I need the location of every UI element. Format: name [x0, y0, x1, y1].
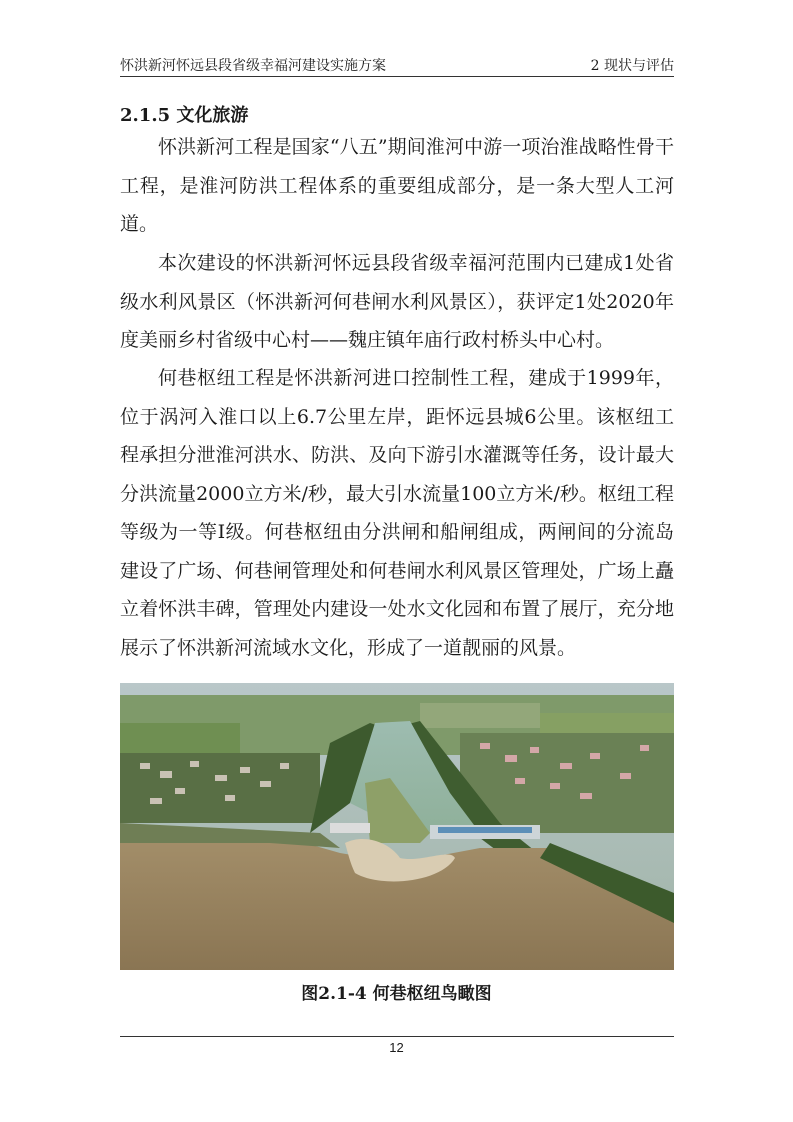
header-divider — [120, 76, 674, 77]
body-paragraph-1: 怀洪新河工程是国家“八五”期间淮河中游一项治淮战略性骨干工程，是淮河防洪工程体系的重要组成部分，是一条大型人工河道。 — [120, 136, 674, 235]
header-document-title: 怀洪新河怀远县段省级幸福河建设实施方案 — [120, 58, 386, 74]
page-number: 12 — [389, 1040, 404, 1055]
body-paragraph-2: 本次建设的怀洪新河怀远县段省级幸福河范围内已建成1处省级水利风景区（怀洪新河何巷闸水利风景区），获评定1处2020年度美丽乡村省级中心村——魏庄镇年庙行政村桥头中心村。 — [120, 252, 674, 351]
figure-caption: 图2.1-4 何巷枢纽鸟瞰图 — [301, 984, 492, 1004]
footer-divider — [120, 1036, 674, 1037]
aerial-photo — [120, 683, 674, 970]
section-heading: 2.1.5 文化旅游 — [120, 105, 249, 126]
running-header — [120, 56, 674, 76]
body-paragraph-3: 何巷枢纽工程是怀洪新河进口控制性工程，建成于1999年，位于涡河入淮口以上6.7公里左岸，距怀远县城6公里。该枢纽工程承担分泄淮河洪水、防洪、及向下游引水灌溉等任务，设计最大分洪流量2000立方米/秒，最大引水流量100立方米/秒。枢纽工程等级为一等I级。何巷枢纽由分洪闸和船闸组成，两闸间的分流岛建设了广场、何巷闸管理处和何巷闸水利风景区管理处，广场上矗立着怀洪丰碑，管理处内建设一处水文化园和布置了展厅，充分地展示了怀洪新河流域水文化，形成了一道靓丽的风景。 — [120, 367, 674, 659]
header-chapter: 2 现状与评估 — [590, 58, 674, 74]
